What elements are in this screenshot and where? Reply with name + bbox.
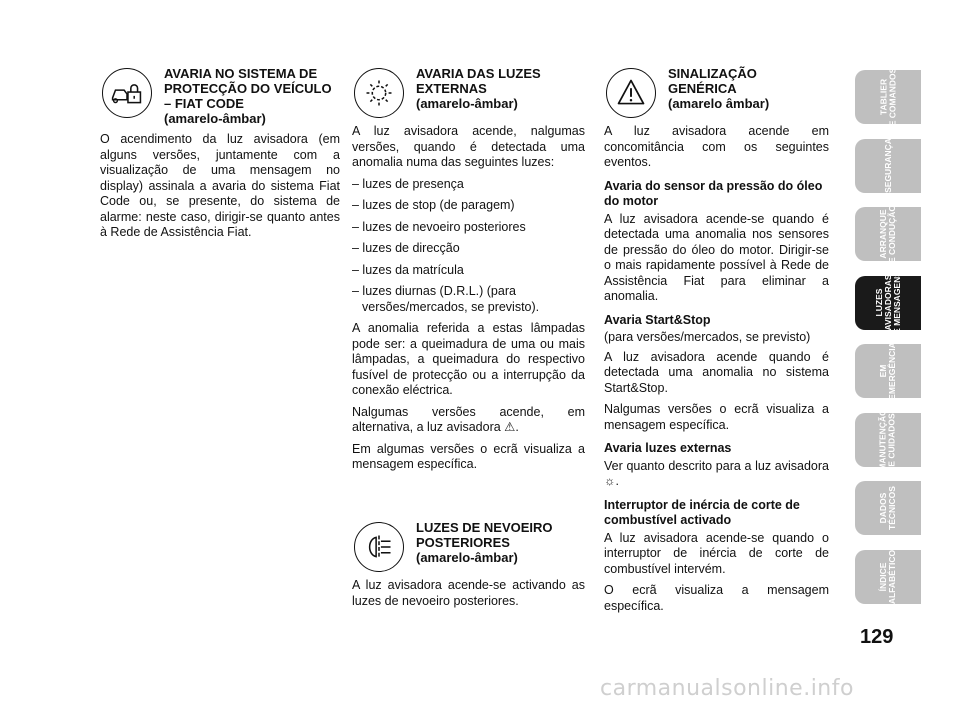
section-subtitle: (amarelo-âmbar) xyxy=(164,111,266,126)
tab-label: SEGURANÇA xyxy=(882,138,893,193)
section-subtitle: (amarelo-âmbar) xyxy=(416,550,518,565)
rear-fog-light-icon xyxy=(354,522,404,572)
exterior-lights-bulb-icon xyxy=(354,68,404,118)
subsection-title: Avaria luzes externas xyxy=(604,441,732,455)
list-item: – luzes da matrícula xyxy=(352,262,464,277)
section-title: SINALIZAÇÃO GENÉRICA xyxy=(668,66,757,96)
tab-label: LUZES AVISADORAS E MENSAGENS xyxy=(873,271,902,334)
general-warning-triangle-icon xyxy=(606,68,656,118)
tab-luzes-avisadoras-e-mensagens[interactable] xyxy=(855,271,921,334)
chapter-tabs xyxy=(855,67,921,618)
tab-label: DADOS TÉCNICOS xyxy=(877,486,897,530)
section-subtitle: (amarelo-âmbar) xyxy=(416,96,518,111)
section-intro: A luz avisadora acende em concomitância com os seguintes eventos. xyxy=(604,124,829,169)
section-title: LUZES DE NEVOEIRO POSTERIORES xyxy=(416,520,553,550)
section-title: AVARIA DAS LUZES EXTERNAS xyxy=(416,66,541,96)
section-exterior-lights xyxy=(352,66,585,479)
tab-label: ÍNDICE ALFABÉTICO xyxy=(878,549,897,604)
subsection-note: (para versões/mercados, se previsto) xyxy=(604,330,811,344)
page-number: 129 xyxy=(860,626,894,648)
section-intro: A luz avisadora acende, nalgumas versões, quando é detectada uma anomalia numa das seguintes luzes: xyxy=(352,124,585,169)
section-header xyxy=(352,66,585,118)
tab-label: TABLIER E COMANDOS xyxy=(878,67,897,127)
subsection-body: A luz avisadora acende-se quando o interruptor de inércia de corte de combustível intervém. xyxy=(604,530,829,576)
list-item: – luzes de stop (de paragem) xyxy=(352,198,515,212)
section-header xyxy=(100,66,340,126)
section-paragraph: Nalgumas versões acende, em alternativa, a luz avisadora ⚠. xyxy=(352,404,585,434)
section-header xyxy=(604,66,829,118)
subsection-body: O ecrã visualiza a mensagem específica. xyxy=(604,583,829,613)
list-item: – luzes de direcção xyxy=(352,241,460,255)
list-item: – luzes de nevoeiro posteriores xyxy=(352,219,526,234)
subsection-title: Avaria Start&Stop xyxy=(604,312,711,327)
tab-label: ARRANQUE E CONDUÇÃO xyxy=(878,204,897,264)
tab-dados-tecnicos[interactable] xyxy=(855,481,921,535)
tab-seguranca[interactable] xyxy=(855,139,921,193)
subsection-body: A luz avisadora acende-se quando é detectada uma anomalia nos sensores de pressão do óleo do motor. Dirigir-se o mais rapidamente possível à Rede de Assistência Fiat para eliminar a anomalia. xyxy=(604,211,829,303)
tab-tablier-e-comandos[interactable] xyxy=(855,67,921,127)
subsection-body: A luz avisadora acende quando é detectada uma anomalia no sistema Start&Stop. xyxy=(604,349,829,395)
lights-list xyxy=(352,177,585,316)
section-fiat-code xyxy=(100,66,340,247)
tab-indice-alfabetico[interactable] xyxy=(855,550,921,604)
section-paragraph: A anomalia referida a estas lâmpadas pode ser: a queimadura de uma ou mais lâmpadas, a queimadura do respectivo fusível de protecção ou a interrupção da conexão eléctrica. xyxy=(352,321,585,397)
fiat-code-car-lock-icon xyxy=(102,68,152,118)
section-body: A luz avisadora acende-se activando as luzes de nevoeiro posteriores. xyxy=(352,578,585,608)
list-item: – luzes diurnas (D.R.L.) (para versões/mercados, se previsto). xyxy=(352,284,540,314)
section-rear-fog-lights xyxy=(352,520,585,615)
subsection-title: Avaria do sensor da pressão do óleo do motor xyxy=(604,178,823,208)
tab-label: MANUTENÇÃO E CUIDADOS xyxy=(877,408,897,471)
section-header xyxy=(352,520,585,572)
section-subtitle: (amarelo âmbar) xyxy=(668,96,770,111)
tab-manutencao-e-cuidados[interactable] xyxy=(855,408,921,471)
tab-label: EM EMERGÊNCIA xyxy=(878,342,897,400)
section-body: O acendimento da luz avisadora (em alguns versões, juntamente com a visualização de uma mensagem no display) assinala a avaria do sistema Fiat Code ou, se presente, do sistema de alarme: neste caso, dirigir-se quanto antes à Rede de Assistência Fiat. xyxy=(100,132,340,239)
section-paragraph: Em algumas versões o ecrã visualiza a mensagem específica. xyxy=(352,441,585,471)
section-title: AVARIA NO SISTEMA DE PROTECÇÃO DO VEÍCULO – FIAT CODE xyxy=(164,66,332,111)
subsection-title: Interruptor de inércia de corte de combustível activado xyxy=(604,497,800,527)
section-general-warning xyxy=(604,66,829,620)
subsection-body: Ver quanto descrito para a luz avisadora ☼. xyxy=(604,458,829,488)
list-item: – luzes de presença xyxy=(352,176,464,191)
tab-em-emergencia[interactable] xyxy=(855,344,921,398)
watermark: carmanualsonline.info xyxy=(600,676,854,701)
subsection-body: Nalgumas versões o ecrã visualiza a mensagem específica. xyxy=(604,402,829,432)
tab-arranque-e-conducao[interactable] xyxy=(855,204,921,264)
